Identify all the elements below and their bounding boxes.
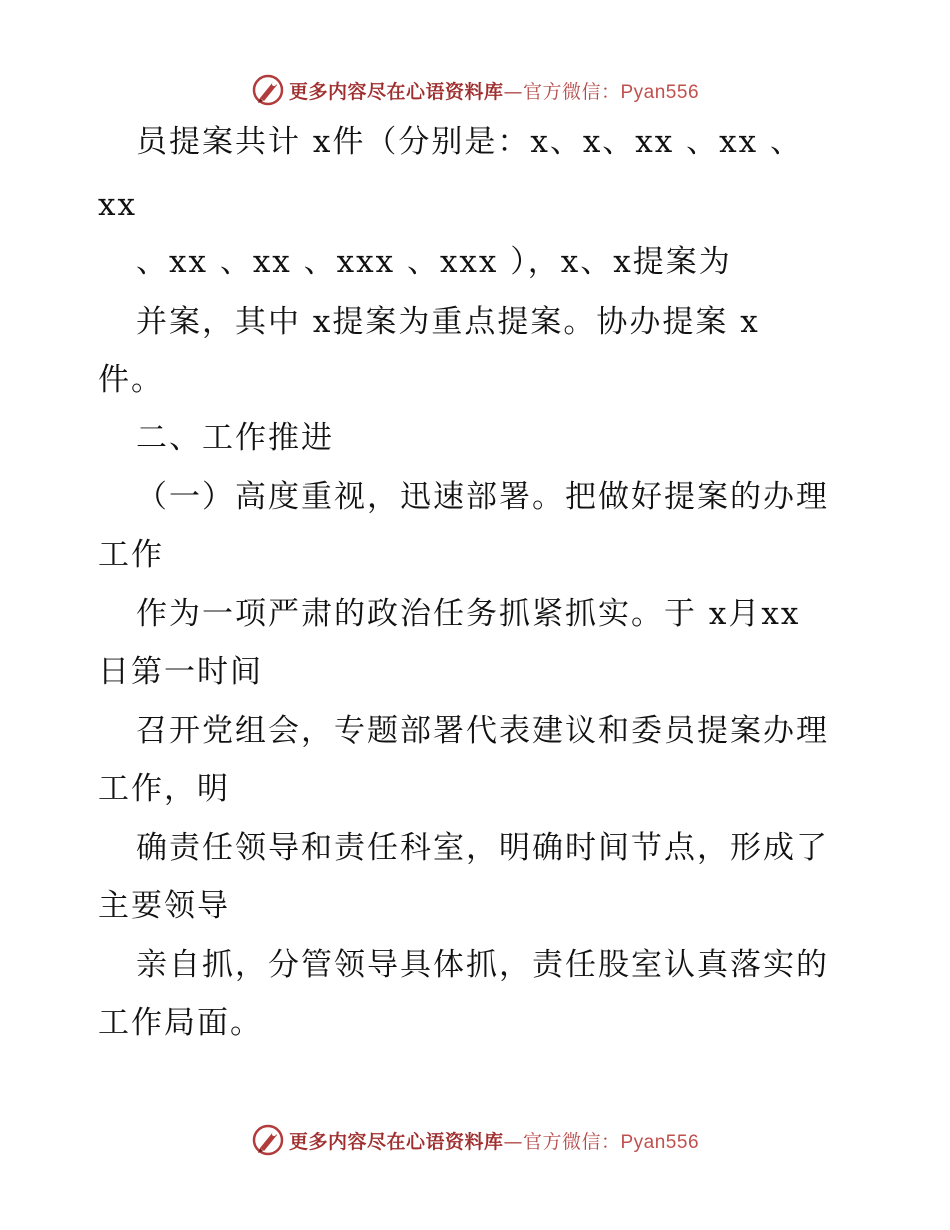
body-line: 工作局面。 bbox=[98, 1005, 263, 1041]
body-line: 亲自抓，分管领导具体抓，责任股室认真落实的 bbox=[136, 947, 829, 983]
banner-wechat-id: Pyan556 bbox=[620, 1131, 700, 1153]
body-line: 日第一时间 bbox=[98, 654, 263, 690]
banner-text bbox=[289, 1127, 699, 1154]
banner-dash: — bbox=[503, 1130, 523, 1153]
body-line: 件。 bbox=[98, 362, 164, 398]
body-line: 并案，其中 x提案为重点提案。协办提案 x bbox=[136, 304, 760, 340]
header-banner bbox=[0, 70, 950, 110]
section-heading: 二、工作推进 bbox=[136, 420, 334, 456]
body-line: 、xx 、xx 、xxx 、xxx ），x、x提案为 bbox=[136, 244, 732, 280]
body-line: 工作，明 bbox=[98, 771, 230, 807]
body-line: 员提案共计 x件（分别是：x、x、xx 、xx 、 bbox=[136, 124, 803, 160]
pen-logo-icon bbox=[251, 1123, 285, 1157]
body-line: （一）高度重视，迅速部署。把做好提案的办理 bbox=[136, 479, 829, 515]
body-line: 工作 bbox=[98, 537, 164, 573]
body-line: 确责任领导和责任科室，明确时间节点，形成了 bbox=[136, 830, 829, 866]
banner-wechat-label: 官方微信： bbox=[522, 80, 621, 103]
banner-text bbox=[289, 77, 699, 104]
body-line: xx bbox=[98, 187, 137, 223]
pen-logo-icon bbox=[251, 73, 285, 107]
footer-banner bbox=[0, 1120, 950, 1160]
banner-wechat-label: 官方微信： bbox=[522, 1130, 621, 1153]
body-line: 召开党组会，专题部署代表建议和委员提案办理 bbox=[136, 713, 829, 749]
body-line: 主要领导 bbox=[98, 888, 230, 924]
banner-wechat-id: Pyan556 bbox=[620, 81, 700, 103]
banner-library-text: 更多内容尽在心语资料库 bbox=[288, 1130, 504, 1153]
banner-library-text: 更多内容尽在心语资料库 bbox=[288, 80, 504, 103]
body-line: 作为一项严肃的政治任务抓紧抓实。于 x月xx bbox=[136, 596, 801, 632]
banner-dash: — bbox=[503, 80, 523, 103]
